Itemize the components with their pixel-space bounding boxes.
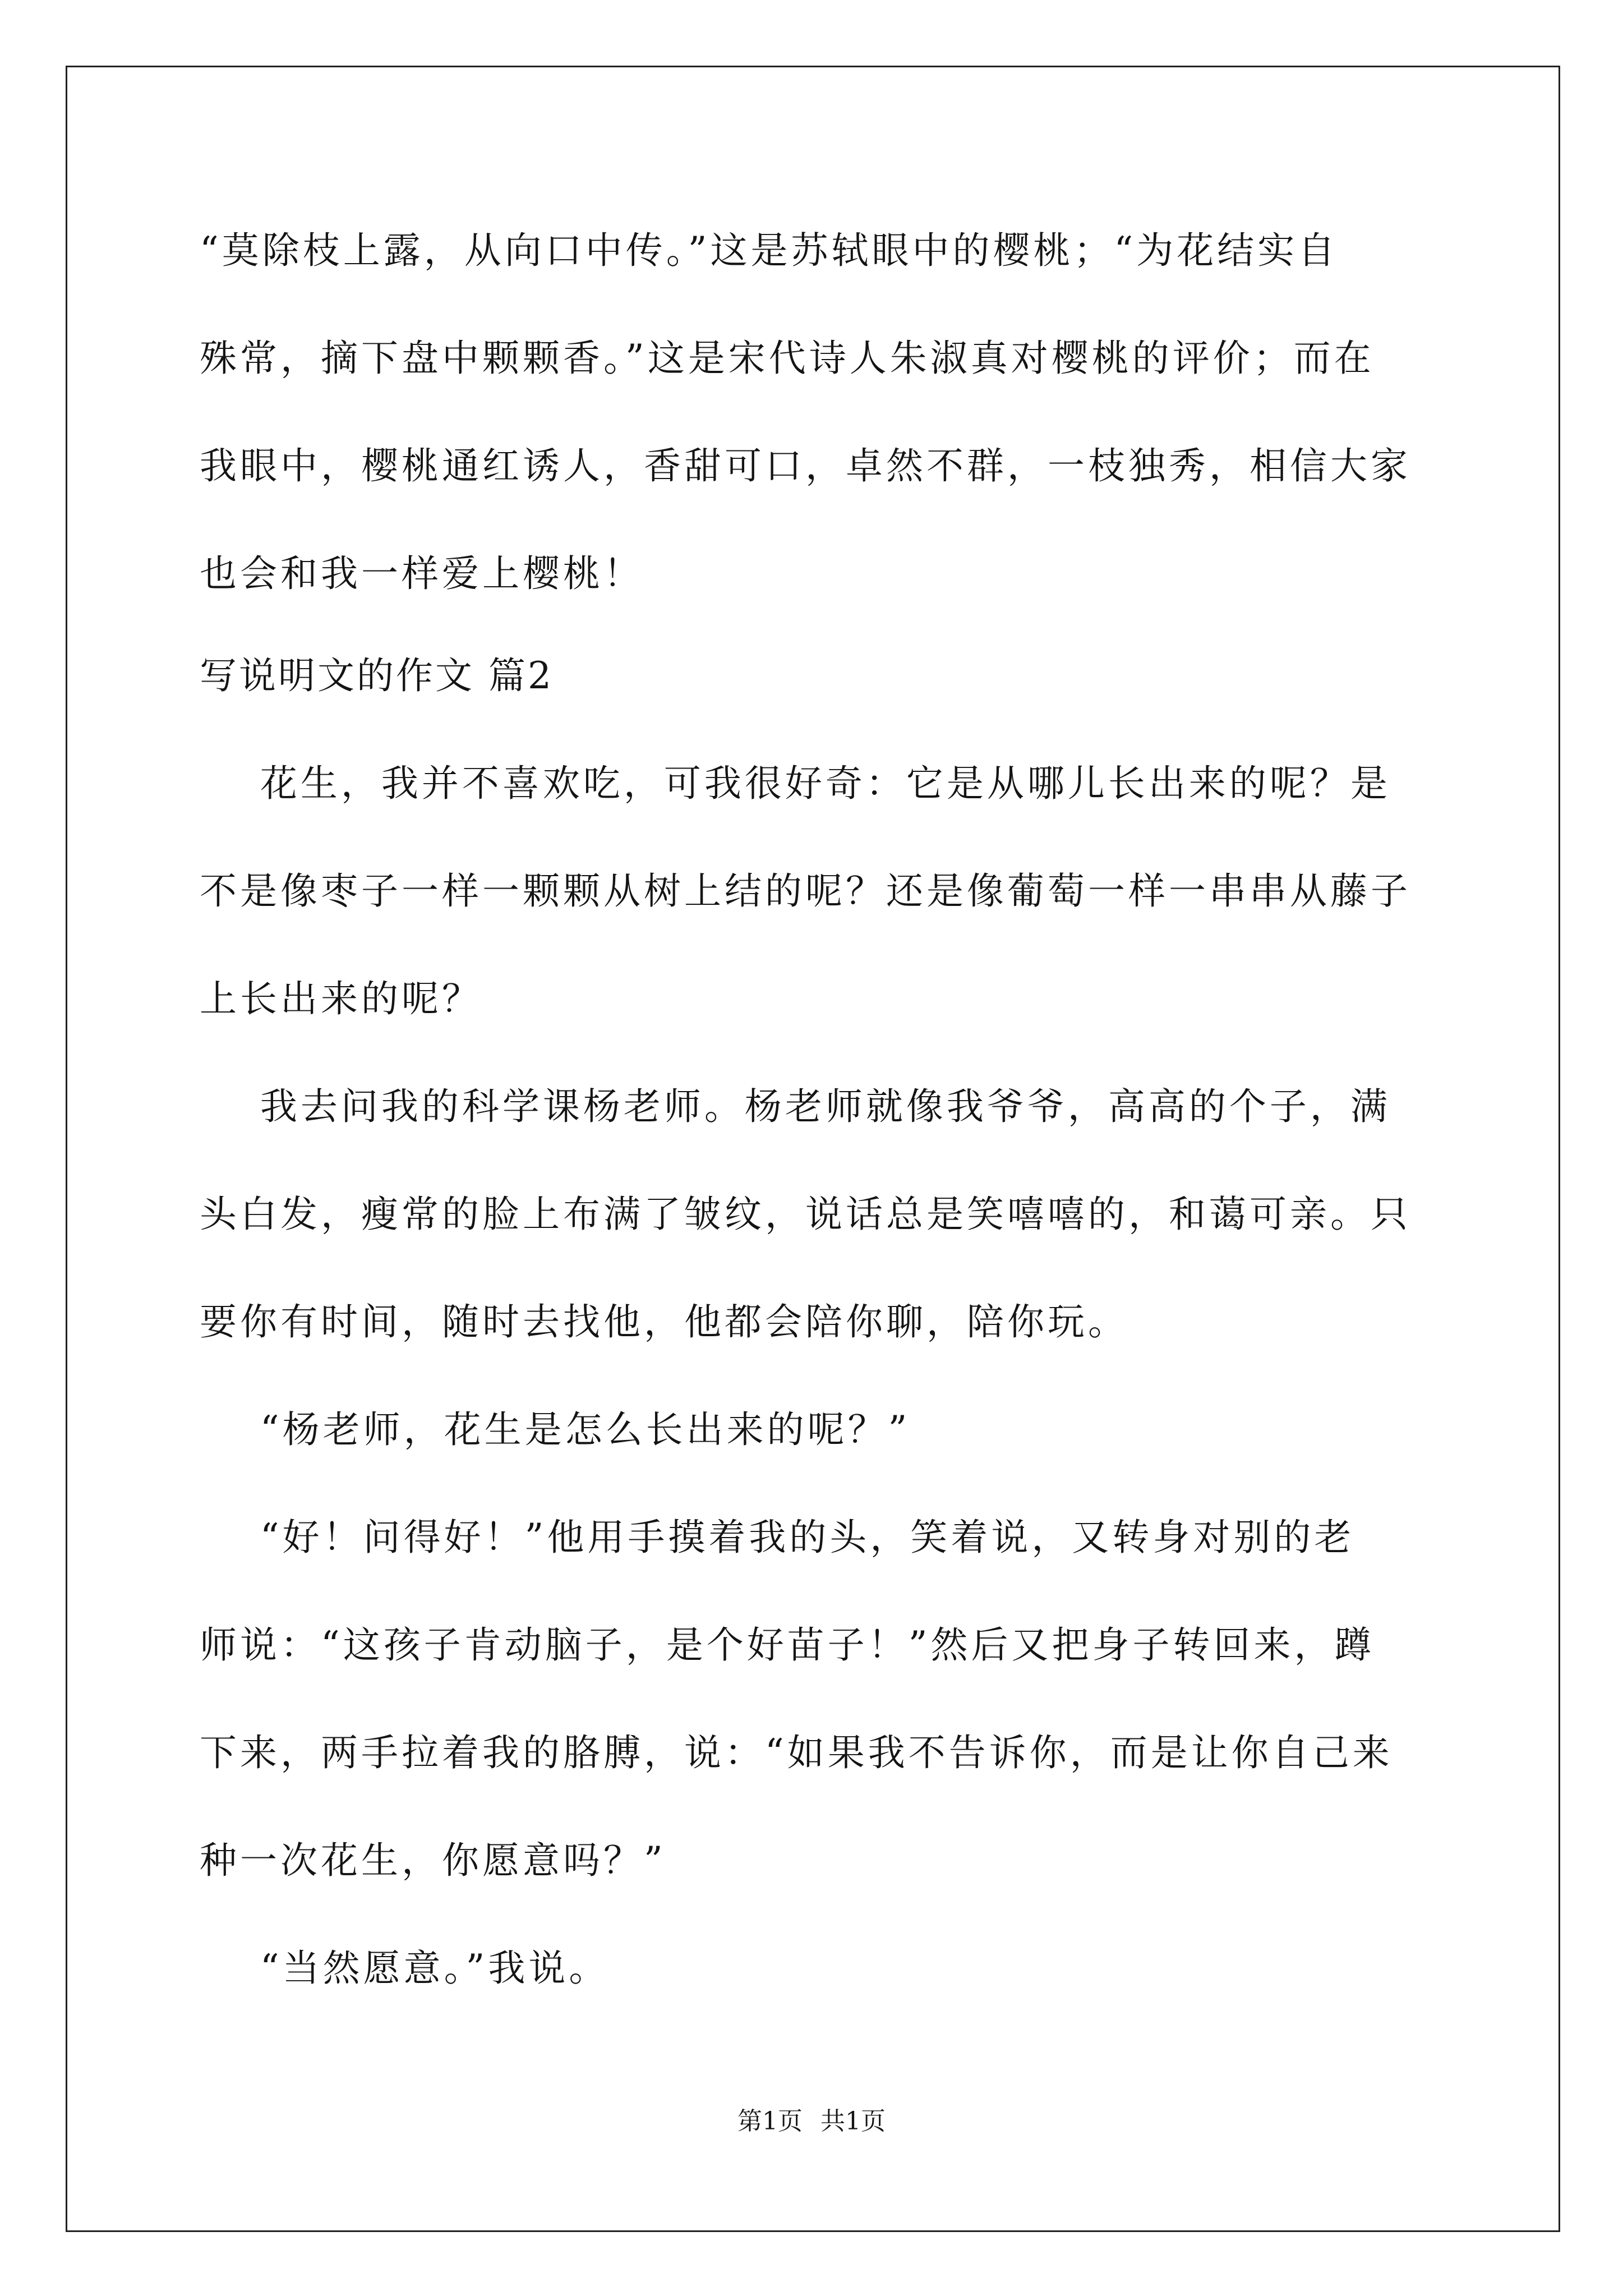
text-line: 上长出来的呢？ — [200, 977, 482, 1020]
text-line: 不是像枣子一样一颗颗从树上结的呢？还是像葡萄一样一串串从藤子 — [200, 869, 1411, 913]
page-number-footer: 第1页 共1页 — [737, 2107, 886, 2136]
text-line: 下来，两手拉着我的胳膊，说：“如果我不告诉你，而是让你自己来 — [200, 1731, 1393, 1774]
text-line: 也会和我一样爱上樱桃！ — [200, 552, 644, 595]
text-line: “杨老师，花生是怎么长出来的呢？” — [200, 1408, 911, 1451]
text-line: 要你有时间，随时去找他，他都会陪你聊，陪你玩。 — [200, 1300, 1128, 1343]
text-line: “好！问得好！”他用手摸着我的头，笑着说，又转身对别的老 — [200, 1516, 1355, 1559]
section-heading: 写说明文的作文 篇2 — [200, 654, 554, 697]
text-line: 种一次花生，你愿意吗？” — [200, 1839, 666, 1882]
text-line: 师说：“这孩子肯动脑子，是个好苗子！”然后又把身子转回来，蹲 — [200, 1623, 1375, 1667]
text-line: 头白发，瘦常的脸上布满了皱纹，说话总是笑嘻嘻的，和蔼可亲。只 — [200, 1193, 1411, 1236]
text-line: 我去问我的科学课杨老师。杨老师就像我爷爷，高高的个子，满 — [200, 1085, 1391, 1128]
text-line: 花生，我并不喜欢吃，可我很好奇：它是从哪儿长出来的呢？是 — [200, 762, 1391, 805]
text-line: “莫除枝上露，从向口中传。”这是苏轼眼中的樱桃；“为花结实自 — [200, 229, 1339, 272]
page-border — [66, 66, 1560, 2232]
text-line: “当然愿意。”我说。 — [200, 1947, 610, 1990]
text-line: 我眼中，樱桃通红诱人，香甜可口，卓然不群，一枝独秀，相信大家 — [200, 444, 1411, 487]
text-line: 殊常，摘下盘中颗颗香。”这是宋代诗人朱淑真对樱桃的评价；而在 — [200, 337, 1375, 380]
